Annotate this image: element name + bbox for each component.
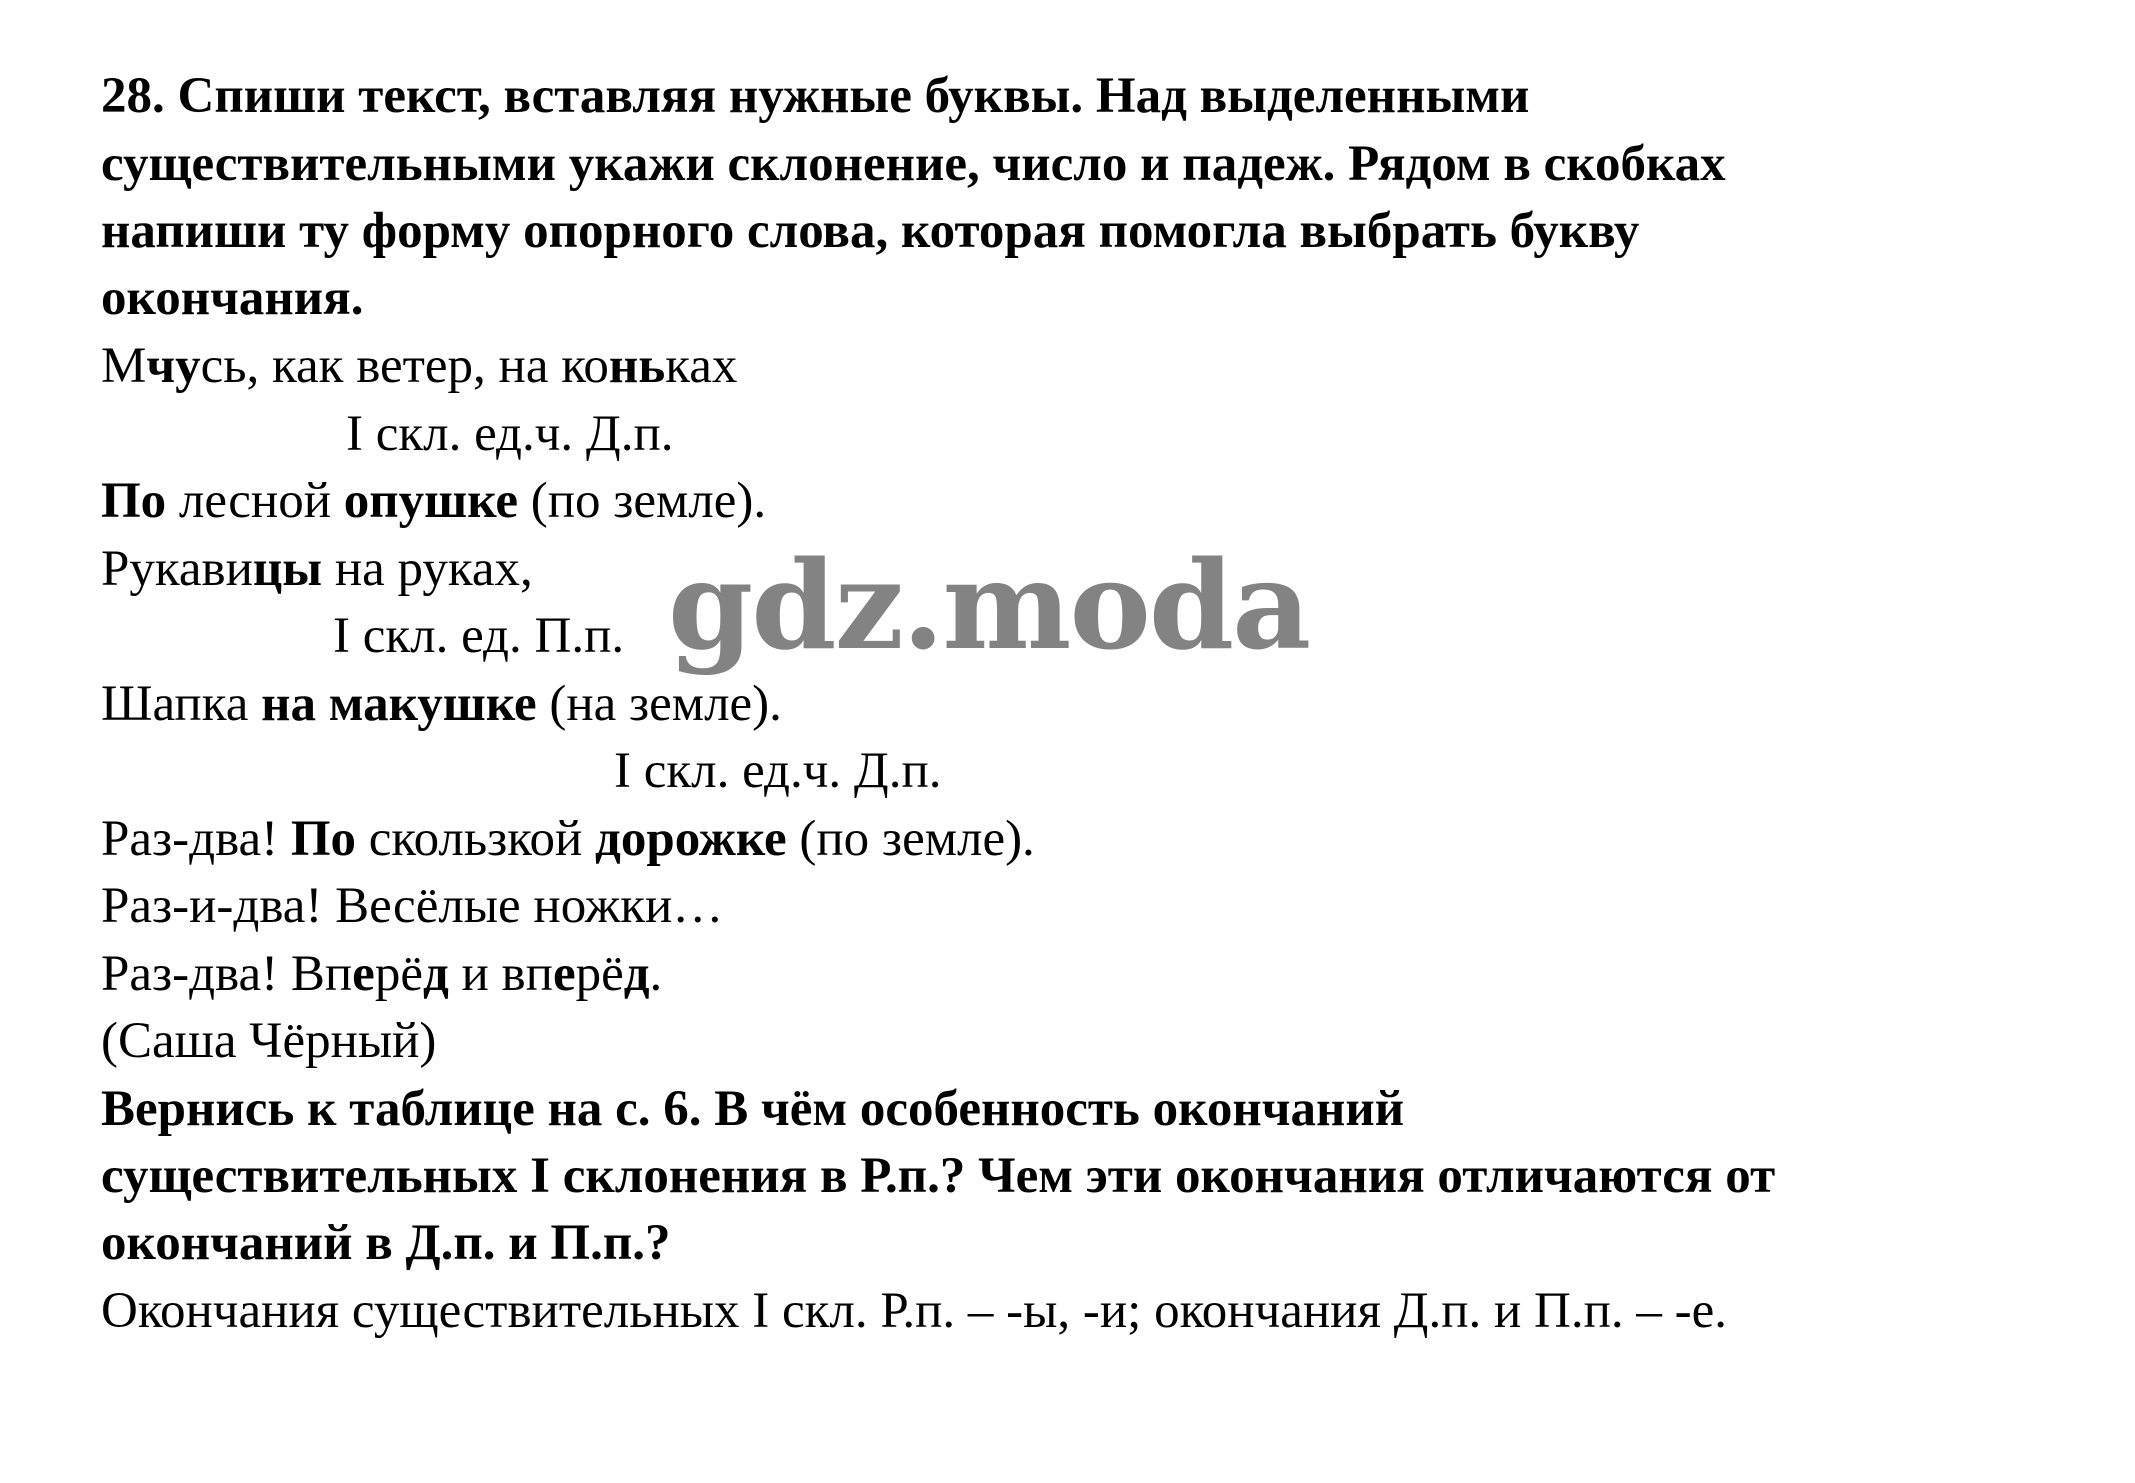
text-segment: Раз-два!: [101, 811, 291, 867]
reference-form: (по земле).: [786, 811, 1035, 867]
task-line-4: окончания.: [101, 270, 364, 326]
text-segment: рё: [374, 946, 423, 1002]
text-segment: скользкой: [356, 811, 596, 867]
reference-form: (на земле).: [536, 676, 782, 732]
highlighted-word: дорожке: [595, 811, 787, 867]
text-segment: лесной: [166, 473, 344, 529]
inserted-letters: е: [552, 946, 576, 1002]
text-segment: ках: [665, 338, 738, 394]
task-line-1: 28. Спиши текст, вставляя нужные буквы. Над выделенными: [101, 68, 1530, 124]
grammar-note-1: I скл. ед.ч. Д.п.: [346, 406, 674, 462]
highlighted-word: По: [101, 473, 167, 529]
poem-line-2: [101, 467, 766, 535]
poem-line-5: [101, 805, 1035, 873]
text-segment: рё: [575, 946, 624, 1002]
poem-line-3: [101, 535, 533, 603]
inserted-letters: чу: [146, 338, 201, 394]
text-segment: М: [101, 338, 147, 394]
poem-line-1: [101, 332, 737, 400]
poem-line-7: [101, 940, 662, 1008]
inserted-letters: д: [623, 946, 650, 1002]
task-line-3: напиши ту форму опорного слова, которая помогла выбрать букву: [101, 203, 1640, 259]
text-segment: Шапка: [101, 676, 262, 732]
text-segment: Рукави: [101, 541, 253, 597]
text-segment: и вп: [448, 946, 553, 1002]
poem-author: (Саша Чёрный): [101, 1013, 437, 1069]
text-segment: Раз-два! Вп: [101, 946, 353, 1002]
text-segment: .: [649, 946, 663, 1002]
highlighted-word: опушке: [343, 473, 518, 529]
question-line-2: существительных I склонения в Р.п.? Чем эти окончания отличаются от: [101, 1148, 1776, 1204]
text-segment: сь, как ветер, на ко: [200, 338, 609, 394]
poem-line-4: [101, 670, 782, 738]
grammar-note-2: I скл. ед. П.п.: [333, 608, 625, 664]
highlighted-word: на макушке: [261, 676, 537, 732]
answer-line: Окончания существительных I скл. Р.п. – -ы, -и; окончания Д.п. и П.п. – -е.: [101, 1283, 1728, 1339]
task-line-2: существительными укажи склонение, число и падеж. Рядом в скобках: [101, 136, 1726, 192]
text-segment: на руках,: [322, 541, 533, 597]
reference-form: (по земле).: [517, 473, 767, 529]
highlighted-word: По: [290, 811, 357, 867]
poem-line-6: Раз-и-два! Весёлые ножки…: [101, 878, 724, 934]
question-line-1: Вернись к таблице на с. 6. В чём особенность окончаний: [101, 1081, 1405, 1137]
inserted-letters: д: [422, 946, 449, 1002]
inserted-letters: е: [352, 946, 375, 1002]
inserted-letters: цы: [252, 541, 323, 597]
inserted-letters: нь: [608, 338, 666, 394]
question-line-3: окончаний в Д.п. и П.п.?: [101, 1215, 671, 1271]
grammar-note-3: I скл. ед.ч. Д.п.: [614, 743, 942, 799]
watermark-logo: gdz.moda: [668, 533, 1310, 677]
